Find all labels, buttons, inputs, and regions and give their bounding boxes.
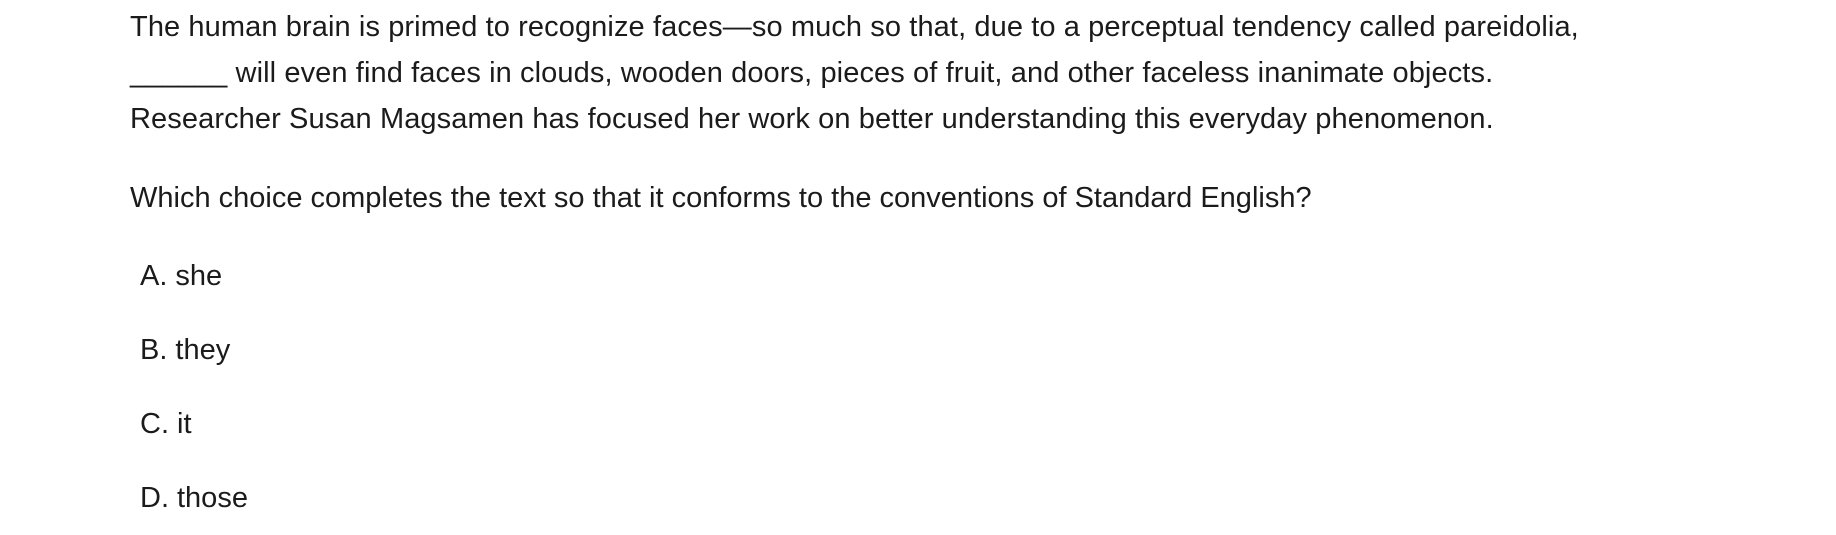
answer-choices (130, 239, 1750, 535)
choice-d[interactable] (130, 461, 1750, 535)
passage-line: Researcher Susan Magsamen has focused her work on better understanding this everyday phenomenon. (130, 103, 1494, 135)
choice-a[interactable] (130, 239, 1750, 313)
passage-line: ______ will even find faces in clouds, wooden doors, pieces of fruit, and other faceless inanimate objects. (130, 57, 1494, 89)
choice-text: those (177, 482, 248, 514)
question-prompt: Which choice completes the text so that it conforms to the conventions of Standard English? (130, 182, 1312, 214)
choice-text: it (177, 408, 192, 440)
choice-letter: C. (140, 408, 169, 440)
choice-letter: D. (140, 482, 169, 514)
choice-text: she (175, 260, 223, 292)
choice-c[interactable] (130, 387, 1750, 461)
passage-line: The human brain is primed to recognize faces—so much so that, due to a perceptual tendency called pareidolia, (130, 11, 1579, 43)
question-container (130, 0, 1750, 535)
choice-letter: B. (140, 334, 168, 366)
choice-b[interactable] (130, 313, 1750, 387)
passage-text (130, 0, 1750, 142)
choice-letter: A. (140, 260, 168, 292)
choice-text: they (175, 334, 231, 366)
